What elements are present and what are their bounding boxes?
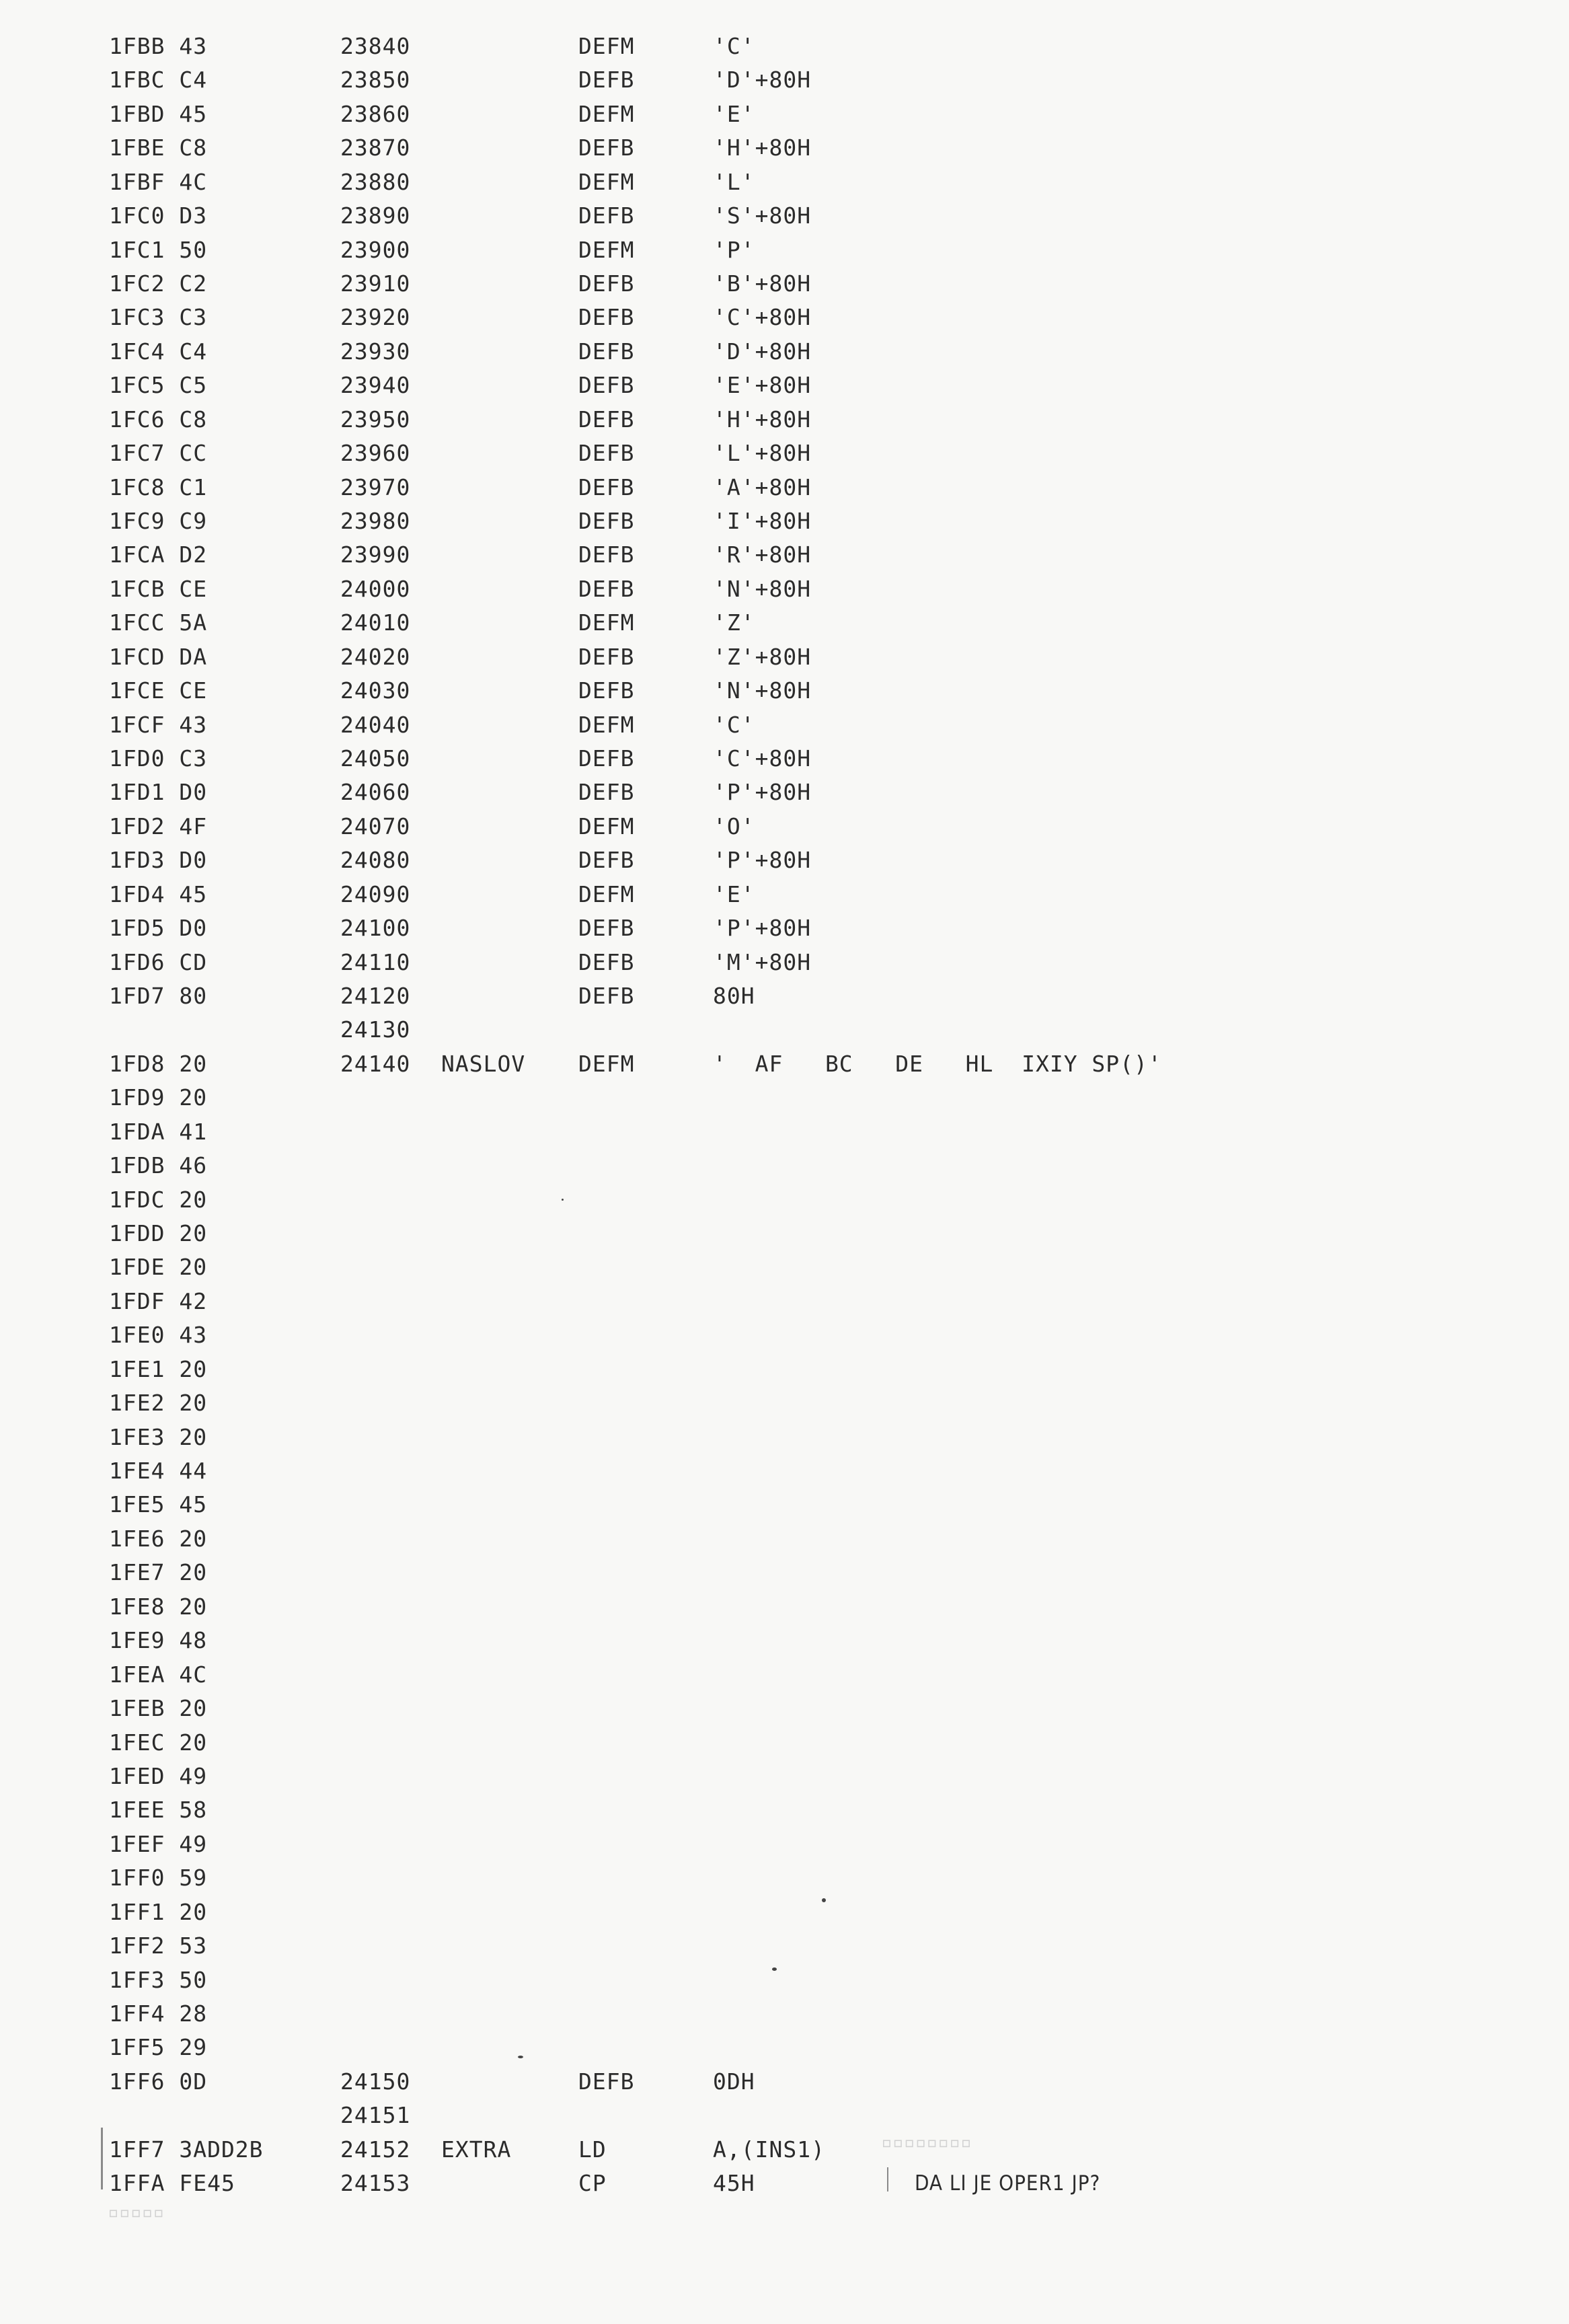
mnemonic: DEFM — [578, 33, 635, 59]
address-hex: 1FF3 50 — [109, 1966, 208, 1993]
listing-row — [0, 1726, 1569, 1760]
address-hex: 1FBB 43 — [109, 33, 208, 59]
address-hex: 1FE4 44 — [109, 1458, 208, 1485]
operand: 'I'+80H — [713, 508, 812, 535]
listing-row — [0, 30, 1569, 63]
operand: 'L' — [713, 168, 755, 195]
line-number: 23890 — [340, 202, 411, 229]
listing-row — [0, 1217, 1569, 1250]
mnemonic: DEFB — [578, 2068, 635, 2095]
mnemonic: LD — [578, 2136, 607, 2163]
listing-row — [0, 1047, 1569, 1081]
mnemonic: DEFB — [578, 643, 635, 670]
line-number: 24153 — [340, 2170, 411, 2197]
mnemonic: DEFM — [578, 1050, 635, 1077]
mnemonic: DEFB — [578, 575, 635, 602]
line-number: 24070 — [340, 813, 411, 839]
listing-row — [0, 1285, 1569, 1318]
address-hex: 1FDC 20 — [109, 1186, 208, 1213]
address-hex: 1FCC 5A — [109, 609, 208, 636]
line-number: 23950 — [340, 406, 411, 433]
listing-row — [0, 742, 1569, 776]
address-hex: 1FBE C8 — [109, 135, 208, 161]
comment-separator — [887, 2167, 888, 2191]
paper-speck — [822, 1898, 826, 1902]
line-number: 23980 — [340, 508, 411, 535]
line-number: 24030 — [340, 677, 411, 704]
line-number: 24130 — [340, 1016, 411, 1043]
line-number: 23840 — [340, 33, 411, 59]
listing-row — [0, 199, 1569, 233]
operand: ' AF BC DE HL IXIY SP()' — [713, 1050, 1162, 1077]
operand: A,(INS1) — [713, 2136, 825, 2163]
address-hex: 1FC4 C4 — [109, 338, 208, 365]
mnemonic: DEFB — [578, 677, 635, 704]
mnemonic: DEFB — [578, 847, 635, 874]
line-number: 23880 — [340, 168, 411, 195]
address-hex: 1FCE CE — [109, 677, 208, 704]
address-hex: 1FD8 20 — [109, 1050, 208, 1077]
operand: 'P'+80H — [713, 779, 812, 806]
address-hex: 1FEC 20 — [109, 1729, 208, 1756]
listing-row — [0, 1522, 1569, 1556]
label: EXTRA — [441, 2136, 512, 2163]
listing-row — [0, 1963, 1569, 1997]
listing-row — [0, 1421, 1569, 1454]
listing-row — [0, 1658, 1569, 1692]
comment: DA LI JE OPER1 JP? — [915, 2171, 1101, 2196]
line-number: 24050 — [340, 745, 411, 772]
listing-row — [0, 1929, 1569, 1963]
listing-row — [0, 1115, 1569, 1149]
listing-row — [0, 1896, 1569, 1929]
listing-row — [0, 979, 1569, 1013]
address-hex: 1FE0 43 — [109, 1322, 208, 1349]
address-hex: 1FF1 20 — [109, 1898, 208, 1925]
address-hex: 1FDD 20 — [109, 1220, 208, 1247]
address-hex: 1FC1 50 — [109, 236, 208, 263]
listing-row — [0, 1454, 1569, 1488]
listing-row — [0, 1183, 1569, 1217]
line-number: 24140 — [340, 1050, 411, 1077]
operand: 'D'+80H — [713, 67, 812, 93]
mnemonic: DEFB — [578, 406, 635, 433]
mnemonic: DEFB — [578, 304, 635, 331]
operand: 'H'+80H — [713, 406, 812, 433]
address-hex: 1FD1 D0 — [109, 779, 208, 806]
listing-row — [0, 572, 1569, 606]
operand: 'D'+80H — [713, 338, 812, 365]
address-hex: 1FF7 3ADD2B — [109, 2136, 264, 2163]
operand: 'P' — [713, 236, 755, 263]
address-hex: 1FDA 41 — [109, 1118, 208, 1145]
mnemonic: DEFB — [578, 440, 635, 467]
address-hex: 1FD9 20 — [109, 1084, 208, 1111]
address-hex: 1FE3 20 — [109, 1423, 208, 1450]
line-number: 23900 — [340, 236, 411, 263]
line-number: 23920 — [340, 304, 411, 331]
address-hex: 1FDE 20 — [109, 1254, 208, 1281]
address-hex: 1FD4 45 — [109, 880, 208, 907]
address-hex: 1FED 49 — [109, 1762, 208, 1789]
listing-row — [0, 437, 1569, 470]
line-number: 23870 — [340, 135, 411, 161]
address-hex: 1FE5 45 — [109, 1491, 208, 1518]
listing-row — [0, 1556, 1569, 1589]
address-hex: 1FE8 20 — [109, 1593, 208, 1620]
listing-row — [0, 301, 1569, 334]
listing-row — [0, 1590, 1569, 1624]
listing-row — [0, 640, 1569, 674]
address-hex: 1FD7 80 — [109, 983, 208, 1010]
listing-row — [0, 369, 1569, 402]
mnemonic: DEFB — [578, 915, 635, 942]
listing-row — [0, 1624, 1569, 1657]
line-number: 23970 — [340, 474, 411, 500]
listing-row — [0, 131, 1569, 165]
operand: 'L'+80H — [713, 440, 812, 467]
mnemonic: CP — [578, 2170, 607, 2197]
address-hex: 1FD0 C3 — [109, 745, 208, 772]
address-hex: 1FEA 4C — [109, 1661, 208, 1688]
mnemonic: DEFB — [578, 983, 635, 1010]
listing-row — [0, 267, 1569, 301]
listing-row — [0, 63, 1569, 97]
operand: 45H — [713, 2170, 755, 2197]
ghost-print-bleed: ▫▫▫▫▫ — [108, 2201, 165, 2223]
line-number: 23990 — [340, 541, 411, 568]
listing-row — [0, 2099, 1569, 2132]
address-hex: 1FC8 C1 — [109, 474, 208, 500]
listing-row — [0, 335, 1569, 369]
paper-speck — [772, 1967, 777, 1971]
address-hex: 1FC9 C9 — [109, 508, 208, 535]
ghost-print-bleed: ▫▫▫▫▫▫▫▫ — [881, 2131, 972, 2153]
address-hex: 1FF2 53 — [109, 1933, 208, 1959]
line-number: 23940 — [340, 372, 411, 399]
listing-row — [0, 1081, 1569, 1115]
listing-row — [0, 538, 1569, 572]
listing-row — [0, 2065, 1569, 2099]
line-number: 24110 — [340, 948, 411, 975]
address-hex: 1FE2 20 — [109, 1390, 208, 1417]
address-hex: 1FD2 4F — [109, 813, 208, 839]
line-number: 24000 — [340, 575, 411, 602]
line-number: 24100 — [340, 915, 411, 942]
listing-row — [0, 776, 1569, 809]
operand: 'E'+80H — [713, 372, 812, 399]
operand: 'C' — [713, 33, 755, 59]
listing-row — [0, 233, 1569, 267]
listing-row — [0, 1013, 1569, 1047]
listing-row — [0, 1386, 1569, 1420]
listing-row — [0, 1692, 1569, 1725]
listing-row — [0, 878, 1569, 911]
operand: 'E' — [713, 880, 755, 907]
listing-row — [0, 2167, 1569, 2200]
mnemonic: DEFB — [578, 508, 635, 535]
line-number: 24090 — [340, 880, 411, 907]
address-hex: 1FCD DA — [109, 643, 208, 670]
address-hex: 1FF0 59 — [109, 1865, 208, 1891]
address-hex: 1FC6 C8 — [109, 406, 208, 433]
mnemonic: DEFB — [578, 338, 635, 365]
operand: 'N'+80H — [713, 575, 812, 602]
listing-row — [0, 606, 1569, 640]
mnemonic: DEFB — [578, 135, 635, 161]
listing-row — [0, 674, 1569, 708]
operand: 'N'+80H — [713, 677, 812, 704]
line-number: 24040 — [340, 711, 411, 738]
line-number: 23960 — [340, 440, 411, 467]
listing-row — [0, 1149, 1569, 1183]
operand: 'Z' — [713, 609, 755, 636]
operand: 'O' — [713, 813, 755, 839]
listing-row — [0, 1250, 1569, 1284]
mnemonic: DEFM — [578, 813, 635, 839]
address-hex: 1FC0 D3 — [109, 202, 208, 229]
address-hex: 1FC3 C3 — [109, 304, 208, 331]
mnemonic: DEFB — [578, 372, 635, 399]
address-hex: 1FBC C4 — [109, 67, 208, 93]
operand: 'A'+80H — [713, 474, 812, 500]
listing-row — [0, 1760, 1569, 1793]
address-hex: 1FD6 CD — [109, 948, 208, 975]
mnemonic: DEFB — [578, 541, 635, 568]
mnemonic: DEFB — [578, 779, 635, 806]
listing-row — [0, 2031, 1569, 2064]
listing-row — [0, 708, 1569, 742]
address-hex: 1FE7 20 — [109, 1559, 208, 1586]
operand: 'P'+80H — [713, 915, 812, 942]
line-number: 24060 — [340, 779, 411, 806]
listing-row — [0, 2133, 1569, 2167]
mnemonic: DEFM — [578, 100, 635, 127]
address-hex: 1FDF 42 — [109, 1287, 208, 1314]
listing-row — [0, 1793, 1569, 1827]
address-hex: 1FEB 20 — [109, 1695, 208, 1722]
address-hex: 1FFA FE45 — [109, 2170, 235, 2197]
address-hex: 1FE1 20 — [109, 1355, 208, 1382]
address-hex: 1FDB 46 — [109, 1152, 208, 1179]
operand: 'B'+80H — [713, 270, 812, 297]
address-hex: 1FCF 43 — [109, 711, 208, 738]
operand: 'C'+80H — [713, 304, 812, 331]
mnemonic: DEFM — [578, 236, 635, 263]
listing-row — [0, 1997, 1569, 2031]
address-hex: 1FE6 20 — [109, 1525, 208, 1552]
address-hex: 1FD5 D0 — [109, 915, 208, 942]
listing-row — [0, 1488, 1569, 1522]
mnemonic: DEFB — [578, 67, 635, 93]
listing-row — [0, 1828, 1569, 1861]
paper-speck — [562, 1199, 564, 1201]
address-hex: 1FBD 45 — [109, 100, 208, 127]
listing-row — [0, 844, 1569, 877]
address-hex: 1FF5 29 — [109, 2034, 208, 2061]
operand: 0DH — [713, 2068, 755, 2095]
mnemonic: DEFB — [578, 270, 635, 297]
line-number: 23860 — [340, 100, 411, 127]
label: NASLOV — [441, 1050, 526, 1077]
operand: 'E' — [713, 100, 755, 127]
operand: 'R'+80H — [713, 541, 812, 568]
address-hex: 1FC7 CC — [109, 440, 208, 467]
operand: 'P'+80H — [713, 847, 812, 874]
line-number: 24150 — [340, 2068, 411, 2095]
mnemonic: DEFB — [578, 474, 635, 500]
address-hex: 1FC2 C2 — [109, 270, 208, 297]
mnemonic: DEFB — [578, 745, 635, 772]
address-hex: 1FCB CE — [109, 575, 208, 602]
address-hex: 1FBF 4C — [109, 168, 208, 195]
line-number: 24010 — [340, 609, 411, 636]
listing-row — [0, 403, 1569, 437]
paper-speck — [518, 2056, 523, 2058]
line-number: 23910 — [340, 270, 411, 297]
listing-row — [0, 1353, 1569, 1386]
listing-row — [0, 810, 1569, 844]
operand: 'H'+80H — [713, 135, 812, 161]
line-number: 24020 — [340, 643, 411, 670]
address-hex: 1FCA D2 — [109, 541, 208, 568]
address-hex: 1FC5 C5 — [109, 372, 208, 399]
address-hex: 1FD3 D0 — [109, 847, 208, 874]
mnemonic: DEFB — [578, 202, 635, 229]
line-number: 24120 — [340, 983, 411, 1010]
listing-row — [0, 98, 1569, 131]
address-hex: 1FEE 58 — [109, 1797, 208, 1824]
listing-row — [0, 1318, 1569, 1352]
line-number: 23850 — [340, 67, 411, 93]
mnemonic: DEFM — [578, 711, 635, 738]
operand: 'S'+80H — [713, 202, 812, 229]
mnemonic: DEFM — [578, 880, 635, 907]
address-hex: 1FF6 0D — [109, 2068, 208, 2095]
operand: 'M'+80H — [713, 948, 812, 975]
line-number: 23930 — [340, 338, 411, 365]
listing-row — [0, 946, 1569, 979]
listing-row — [0, 471, 1569, 504]
operand: 'C' — [713, 711, 755, 738]
listing-row — [0, 911, 1569, 945]
operand: 'C'+80H — [713, 745, 812, 772]
operand: 80H — [713, 983, 755, 1010]
mnemonic: DEFB — [578, 948, 635, 975]
listing-row — [0, 504, 1569, 538]
line-number: 24080 — [340, 847, 411, 874]
address-hex: 1FF4 28 — [109, 2000, 208, 2027]
line-number: 24152 — [340, 2136, 411, 2163]
address-hex: 1FEF 49 — [109, 1830, 208, 1857]
listing-row — [0, 1861, 1569, 1895]
line-number: 24151 — [340, 2102, 411, 2129]
operand: 'Z'+80H — [713, 643, 812, 670]
margin-mark — [101, 2128, 103, 2189]
mnemonic: DEFM — [578, 609, 635, 636]
mnemonic: DEFM — [578, 168, 635, 195]
listing-row — [0, 165, 1569, 199]
address-hex: 1FE9 48 — [109, 1627, 208, 1654]
